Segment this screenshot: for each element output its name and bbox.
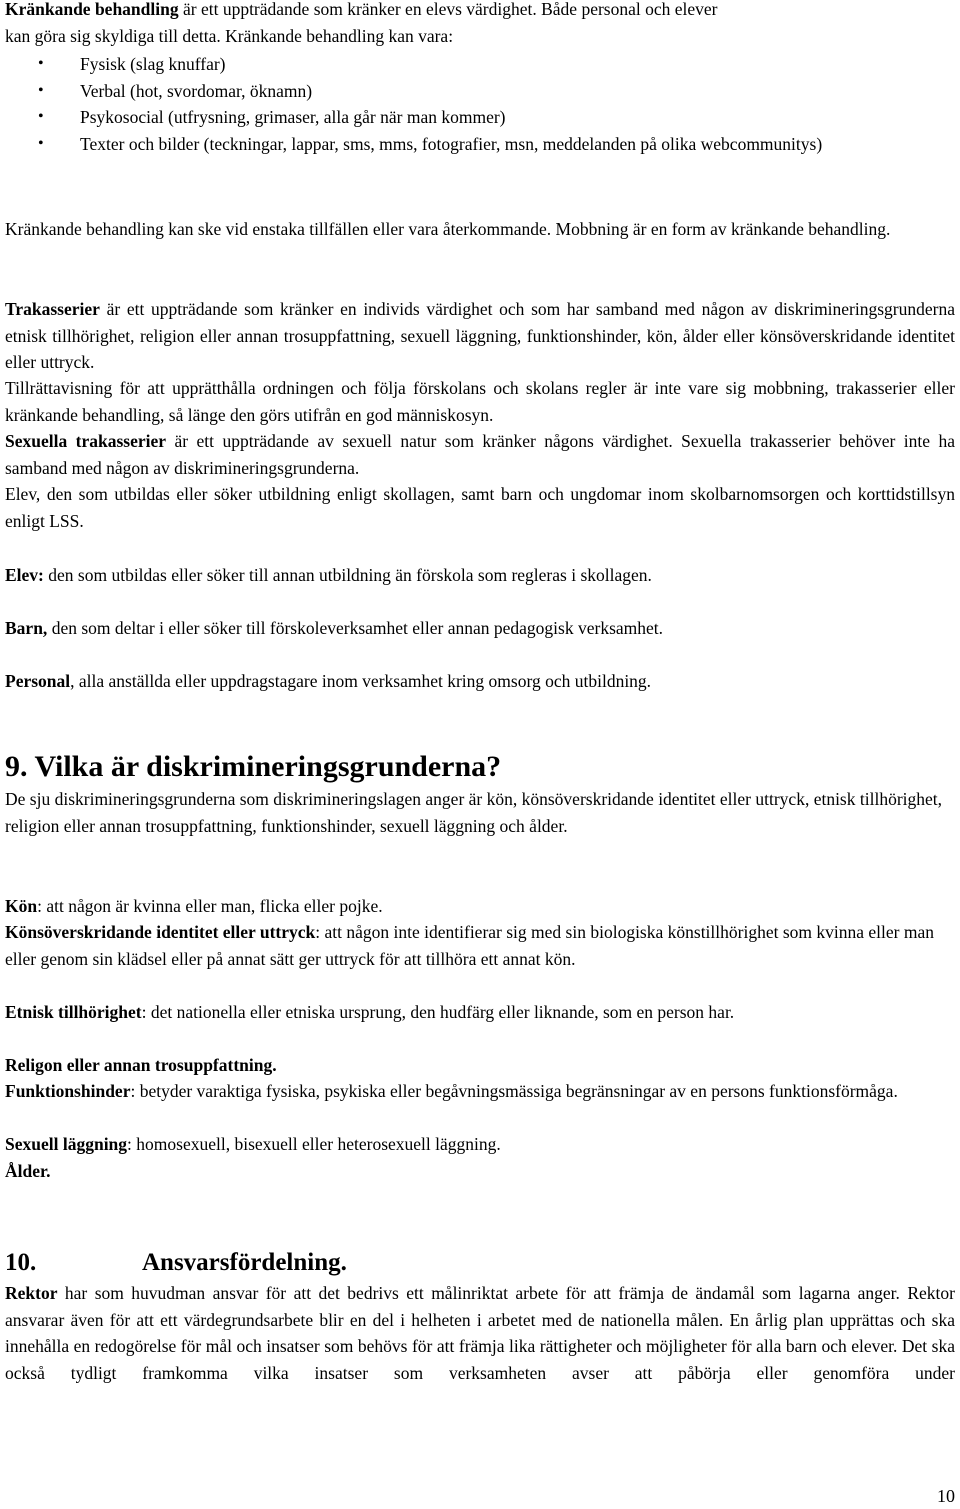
def-personal <box>5 668 955 695</box>
section-10-heading <box>5 1247 347 1279</box>
def-funktionshinder-text: : betyder varaktiga fysiska, psykiska eller begåvningsmässiga begränsningar av en persons funktionsförmåga. <box>130 1081 898 1101</box>
section-10-number: 10. <box>5 1249 37 1276</box>
def-konsoverskridande-text: : att någon inte identifierar sig med sin biologiska könstillhörighet som kvinna eller man eller genom sin klädsel eller på annat sätt ger uttryck för att tillhöra ett annat kön. <box>5 922 934 969</box>
term-religion: Religon eller annan trosuppfattning. <box>5 1055 277 1075</box>
list-item: • Texter och bilder (teckningar, lappar, sms, mms, fotografier, msn, meddelanden på olika webcommunitys) <box>0 131 880 158</box>
def-barn <box>5 615 955 642</box>
elev-definition-paragraph: Elev, den som utbildas eller söker utbildning enligt skollagen, samt barn och ungdomar inom skolbarnomsorgen och korttidstillsyn enligt LSS. <box>5 484 955 531</box>
section-9-intro: De sju diskrimineringsgrunderna som diskrimineringslagen anger är kön, könsöverskridande identitet eller uttryck, etnisk tillhörighet, religion eller annan trosuppfattning, funktionshinder, sexuell läggning och ålder. <box>5 789 943 836</box>
list-item: • Fysisk (slag knuffar) <box>0 51 880 78</box>
def-elev <box>5 562 955 589</box>
sexuella-trakasserier-paragraph <box>5 428 955 481</box>
term-personal: Personal <box>5 671 71 691</box>
intro-line2: kan göra sig skyldiga till detta. Kränkande behandling kan vara: <box>5 25 454 46</box>
section-10-title: Ansvarsfördelning. <box>142 1249 347 1276</box>
def-konsoverskridande <box>5 919 955 972</box>
def-sexuell-laggning-text: : homosexuell, bisexuell eller heterosexuell läggning. <box>127 1134 501 1154</box>
term-krankande: Kränkande behandling <box>5 0 179 19</box>
list-item: • Verbal (hot, svordomar, öknamn) <box>0 78 880 105</box>
def-etnisk-text: : det nationella eller etniska ursprung, den hudfärg eller liknande, som en person har. <box>141 1002 735 1022</box>
trakasserier-text: är ett uppträdande som kränker en individs värdighet och som har samband med någon av diskrimineringsgrunderna etnisk tillhörighet, religion eller annan trosuppfattning, sexuell läggning, funktionshinder, kön, ålder eller könsöverskridande identitet eller uttryck. <box>5 299 955 373</box>
intro-paragraph <box>5 0 955 49</box>
term-sexuella-trakasserier: Sexuella trakasserier <box>5 431 167 451</box>
krankande-paragraph: Kränkande behandling kan ske vid enstaka tillfällen eller vara återkommande. Mobbning är en form av kränkande behandling. <box>5 219 891 239</box>
def-etnisk <box>5 999 955 1026</box>
def-barn-text: den som deltar i eller söker till förskoleverksamhet eller annan pedagogisk verksamhet. <box>47 618 664 638</box>
term-barn: Barn, <box>5 618 48 638</box>
term-alder: Ålder. <box>5 1161 51 1181</box>
krankande-list <box>0 51 960 157</box>
def-kon-text: : att någon är kvinna eller man, flicka eller pojke. <box>37 896 383 916</box>
term-etnisk: Etnisk tillhörighet <box>5 1002 142 1022</box>
term-sexuell-laggning: Sexuell läggning <box>5 1134 128 1154</box>
rektor-text: har som huvudman ansvar för att det bedrivs ett målinriktat arbete för att främja de ändamål som lagarna anger. Rektor ansvarar även för att ett värdegrundsarbete blir en del i helheten i arbetet med de nationella målen. En årlig plan upprättas och ska innehålla en redogörelse för mål och insatser som behövs för att främja lika rättigheter och möjligheter för alla barn och elever. Det ska också tydligt framkomma vilka insatser som verksamheten avser att påbörja eller genomföra under <box>5 1283 955 1383</box>
def-sexuell-laggning <box>5 1131 955 1158</box>
term-trakasserier: Trakasserier <box>5 299 100 319</box>
term-rektor: Rektor <box>5 1283 58 1303</box>
def-religion <box>5 1052 955 1079</box>
def-personal-text: , alla anställda eller uppdragstagare inom verksamhet kring omsorg och utbildning. <box>70 671 652 691</box>
page-number: 10 <box>937 1486 955 1506</box>
intro-line1: är ett uppträdande som kränker en elevs värdighet. Både personal och elever <box>178 0 718 19</box>
section-9-heading: 9. Vilka är diskrimineringsgrunderna? <box>5 750 502 783</box>
term-konsoverskridande: Könsöverskridande identitet eller uttryck <box>5 922 316 942</box>
list-item: • Psykosocial (utfrysning, grimaser, alla går när man kommer) <box>0 104 880 131</box>
def-kon <box>5 893 955 920</box>
term-funktionshinder: Funktionshinder <box>5 1081 131 1101</box>
def-alder <box>5 1158 955 1185</box>
sexuella-trakasserier-text: är ett uppträdande av sexuell natur som kränker någons värdighet. Sexuella trakasserier behöver inte ha samband med någon av diskrimineringsgrunderna. <box>5 431 955 478</box>
term-elev: Elev: <box>5 565 44 585</box>
def-elev-text: den som utbildas eller söker till annan utbildning än förskola som regleras i skollagen. <box>43 565 652 585</box>
def-funktionshinder <box>5 1078 955 1105</box>
rektor-paragraph <box>5 1280 955 1386</box>
term-kon: Kön <box>5 896 38 916</box>
tillrattavisning-paragraph: Tillrättavisning för att upprätthålla ordningen och följa förskolans och skolans regler är inte vare sig mobbning, trakasserier eller kränkande behandling, så länge den görs utifrån en god människosyn. <box>5 378 955 425</box>
trakasserier-paragraph <box>5 296 955 376</box>
